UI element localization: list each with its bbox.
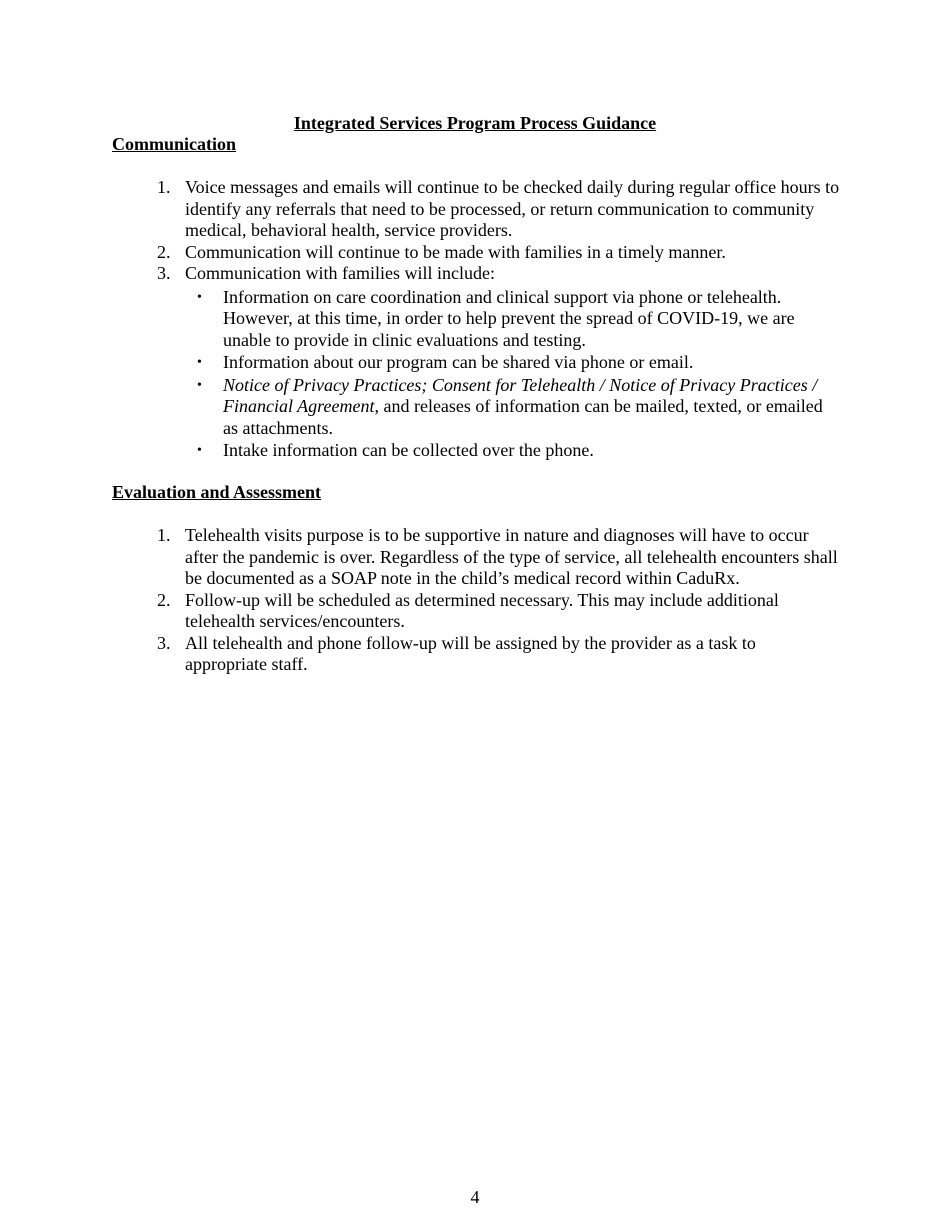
bullet-icon: • bbox=[197, 443, 202, 458]
list-item-text: Voice messages and emails will continue to be checked daily during regular office hours to identify any referrals that need to be processed, or return communication to community medical, behavioral health, service providers. bbox=[185, 177, 840, 240]
list-item bbox=[0, 590, 950, 633]
bullet-icon: • bbox=[197, 355, 202, 370]
evaluation-list bbox=[0, 525, 950, 676]
bullet-item bbox=[185, 375, 840, 440]
bullet-text: Information on care coordination and clinical support via phone or telehealth. However, at this time, in order to help prevent the spread of COVID-19, we are unable to provide in clinic evaluations and testing. bbox=[223, 286, 795, 350]
bullet-item bbox=[185, 440, 840, 462]
list-number: 2. bbox=[157, 589, 171, 610]
bullet-icon: • bbox=[197, 289, 202, 305]
section-heading-evaluation: Evaluation and Assessment bbox=[112, 482, 322, 502]
list-item-text: Telehealth visits purpose is to be supportive in nature and diagnoses will have to occur after the pandemic is over. Regardless of the type of service, all telehealth encounters shall be documented as a SOAP note in the child’s medical record within CaduRx. bbox=[185, 525, 838, 588]
list-item bbox=[0, 242, 950, 264]
list-item-text: Follow-up will be scheduled as determined necessary. This may include additional telehealth services/encounters. bbox=[185, 589, 779, 631]
list-item-text: Communication with families will include: bbox=[185, 263, 495, 283]
page-number: 4 bbox=[470, 1187, 480, 1207]
list-item bbox=[0, 177, 950, 242]
bullet-text: Intake information can be collected over the phone. bbox=[223, 440, 594, 460]
list-item bbox=[0, 633, 950, 676]
bullet-text: , and releases of information can be mailed, texted, or emailed as attachments. bbox=[223, 396, 823, 438]
bullet-list bbox=[185, 287, 840, 462]
bullet-item bbox=[185, 352, 840, 374]
list-number: 1. bbox=[157, 525, 171, 545]
page-title: Integrated Services Program Process Guidance bbox=[293, 113, 657, 133]
list-number: 3. bbox=[157, 632, 171, 653]
bullet-italic-text: Notice of Privacy Practices; Consent for Telehealth / Notice of Privacy Practices / Financial Agreement bbox=[223, 374, 818, 416]
list-item-text: Communication will continue to be made with families in a timely manner. bbox=[185, 241, 726, 262]
section-heading-communication: Communication bbox=[112, 134, 237, 154]
list-item bbox=[0, 525, 950, 590]
list-item bbox=[0, 263, 950, 462]
bullet-item bbox=[185, 287, 840, 352]
bullet-text: Information about our program can be shared via phone or email. bbox=[223, 352, 694, 372]
communication-list bbox=[0, 177, 950, 463]
bullet-icon: • bbox=[197, 377, 202, 393]
list-number: 3. bbox=[157, 263, 171, 283]
list-number: 1. bbox=[157, 177, 171, 197]
list-number: 2. bbox=[157, 241, 171, 262]
list-item-text: All telehealth and phone follow-up will be assigned by the provider as a task to appropriate staff. bbox=[185, 632, 756, 674]
